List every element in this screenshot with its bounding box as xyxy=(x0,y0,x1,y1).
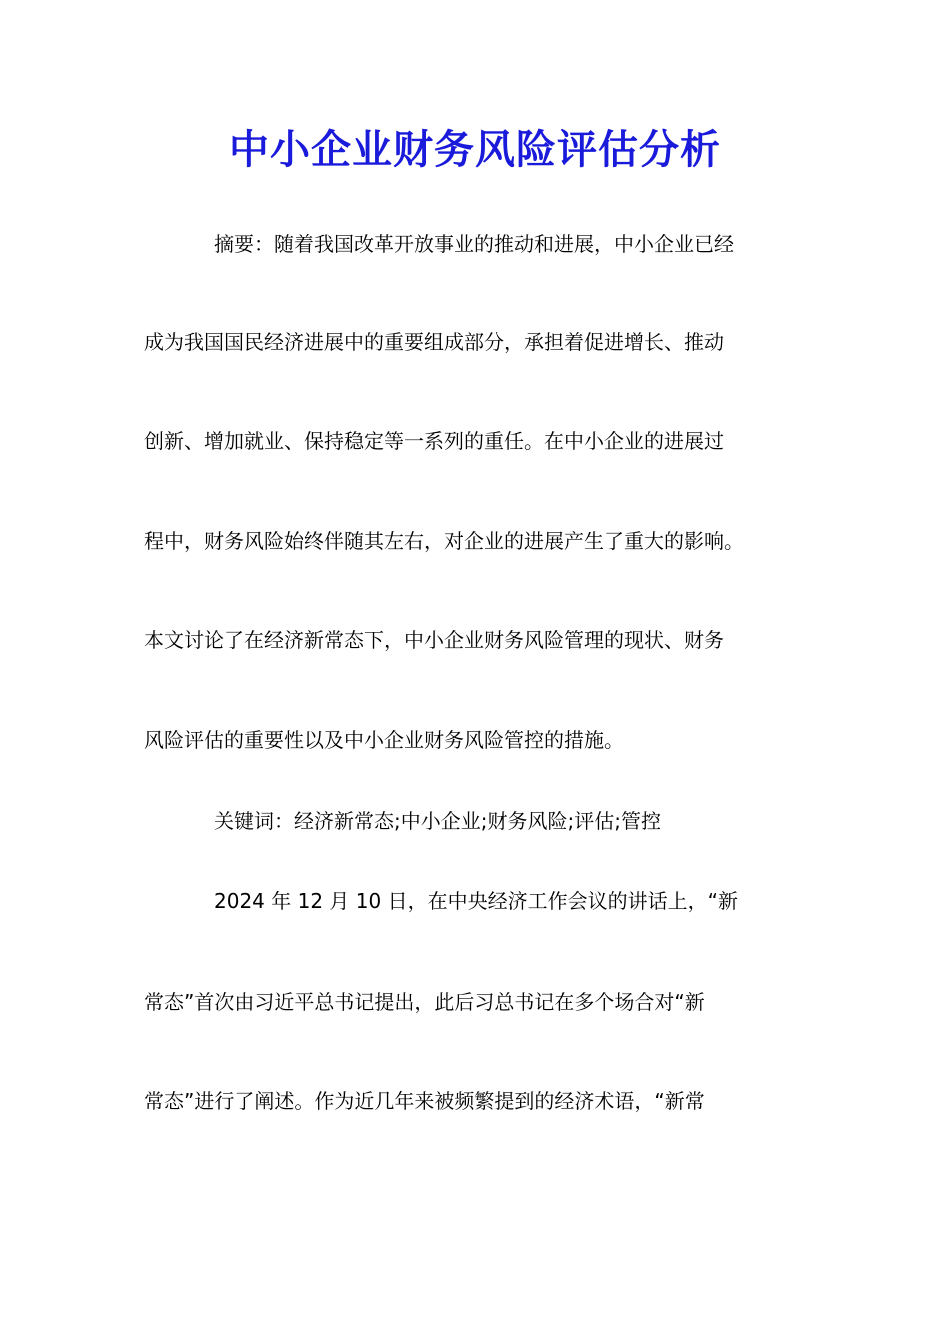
abstract-line-3: 创新、增加就业、保持稳定等一系列的重任。在中小企业的进展过 xyxy=(144,429,724,453)
body-line-1: 2024 年 12 月 10 日，在中央经济工作会议的讲话上，“新 xyxy=(214,889,738,913)
abstract-line-1: 摘要：随着我国改革开放事业的推动和进展，中小企业已经 xyxy=(214,232,734,256)
keywords-line: 关键词：经济新常态;中小企业;财务风险;评估;管控 xyxy=(214,809,661,833)
document-title: 中小企业财务风险评估分析 xyxy=(229,126,721,173)
abstract-line-5: 本文讨论了在经济新常态下，中小企业财务风险管理的现状、财务 xyxy=(144,628,724,652)
abstract-line-2: 成为我国国民经济进展中的重要组成部分，承担着促进增长、推动 xyxy=(144,330,724,354)
body-line-3: 常态”进行了阐述。作为近几年来被频繁提到的经济术语，“新常 xyxy=(144,1089,705,1113)
body-line-2: 常态”首次由习近平总书记提出，此后习总书记在多个场合对“新 xyxy=(144,990,705,1014)
abstract-line-4: 程中，财务风险始终伴随其左右，对企业的进展产生了重大的影响。 xyxy=(144,529,744,553)
abstract-line-6: 风险评估的重要性以及中小企业财务风险管控的措施。 xyxy=(144,728,624,752)
